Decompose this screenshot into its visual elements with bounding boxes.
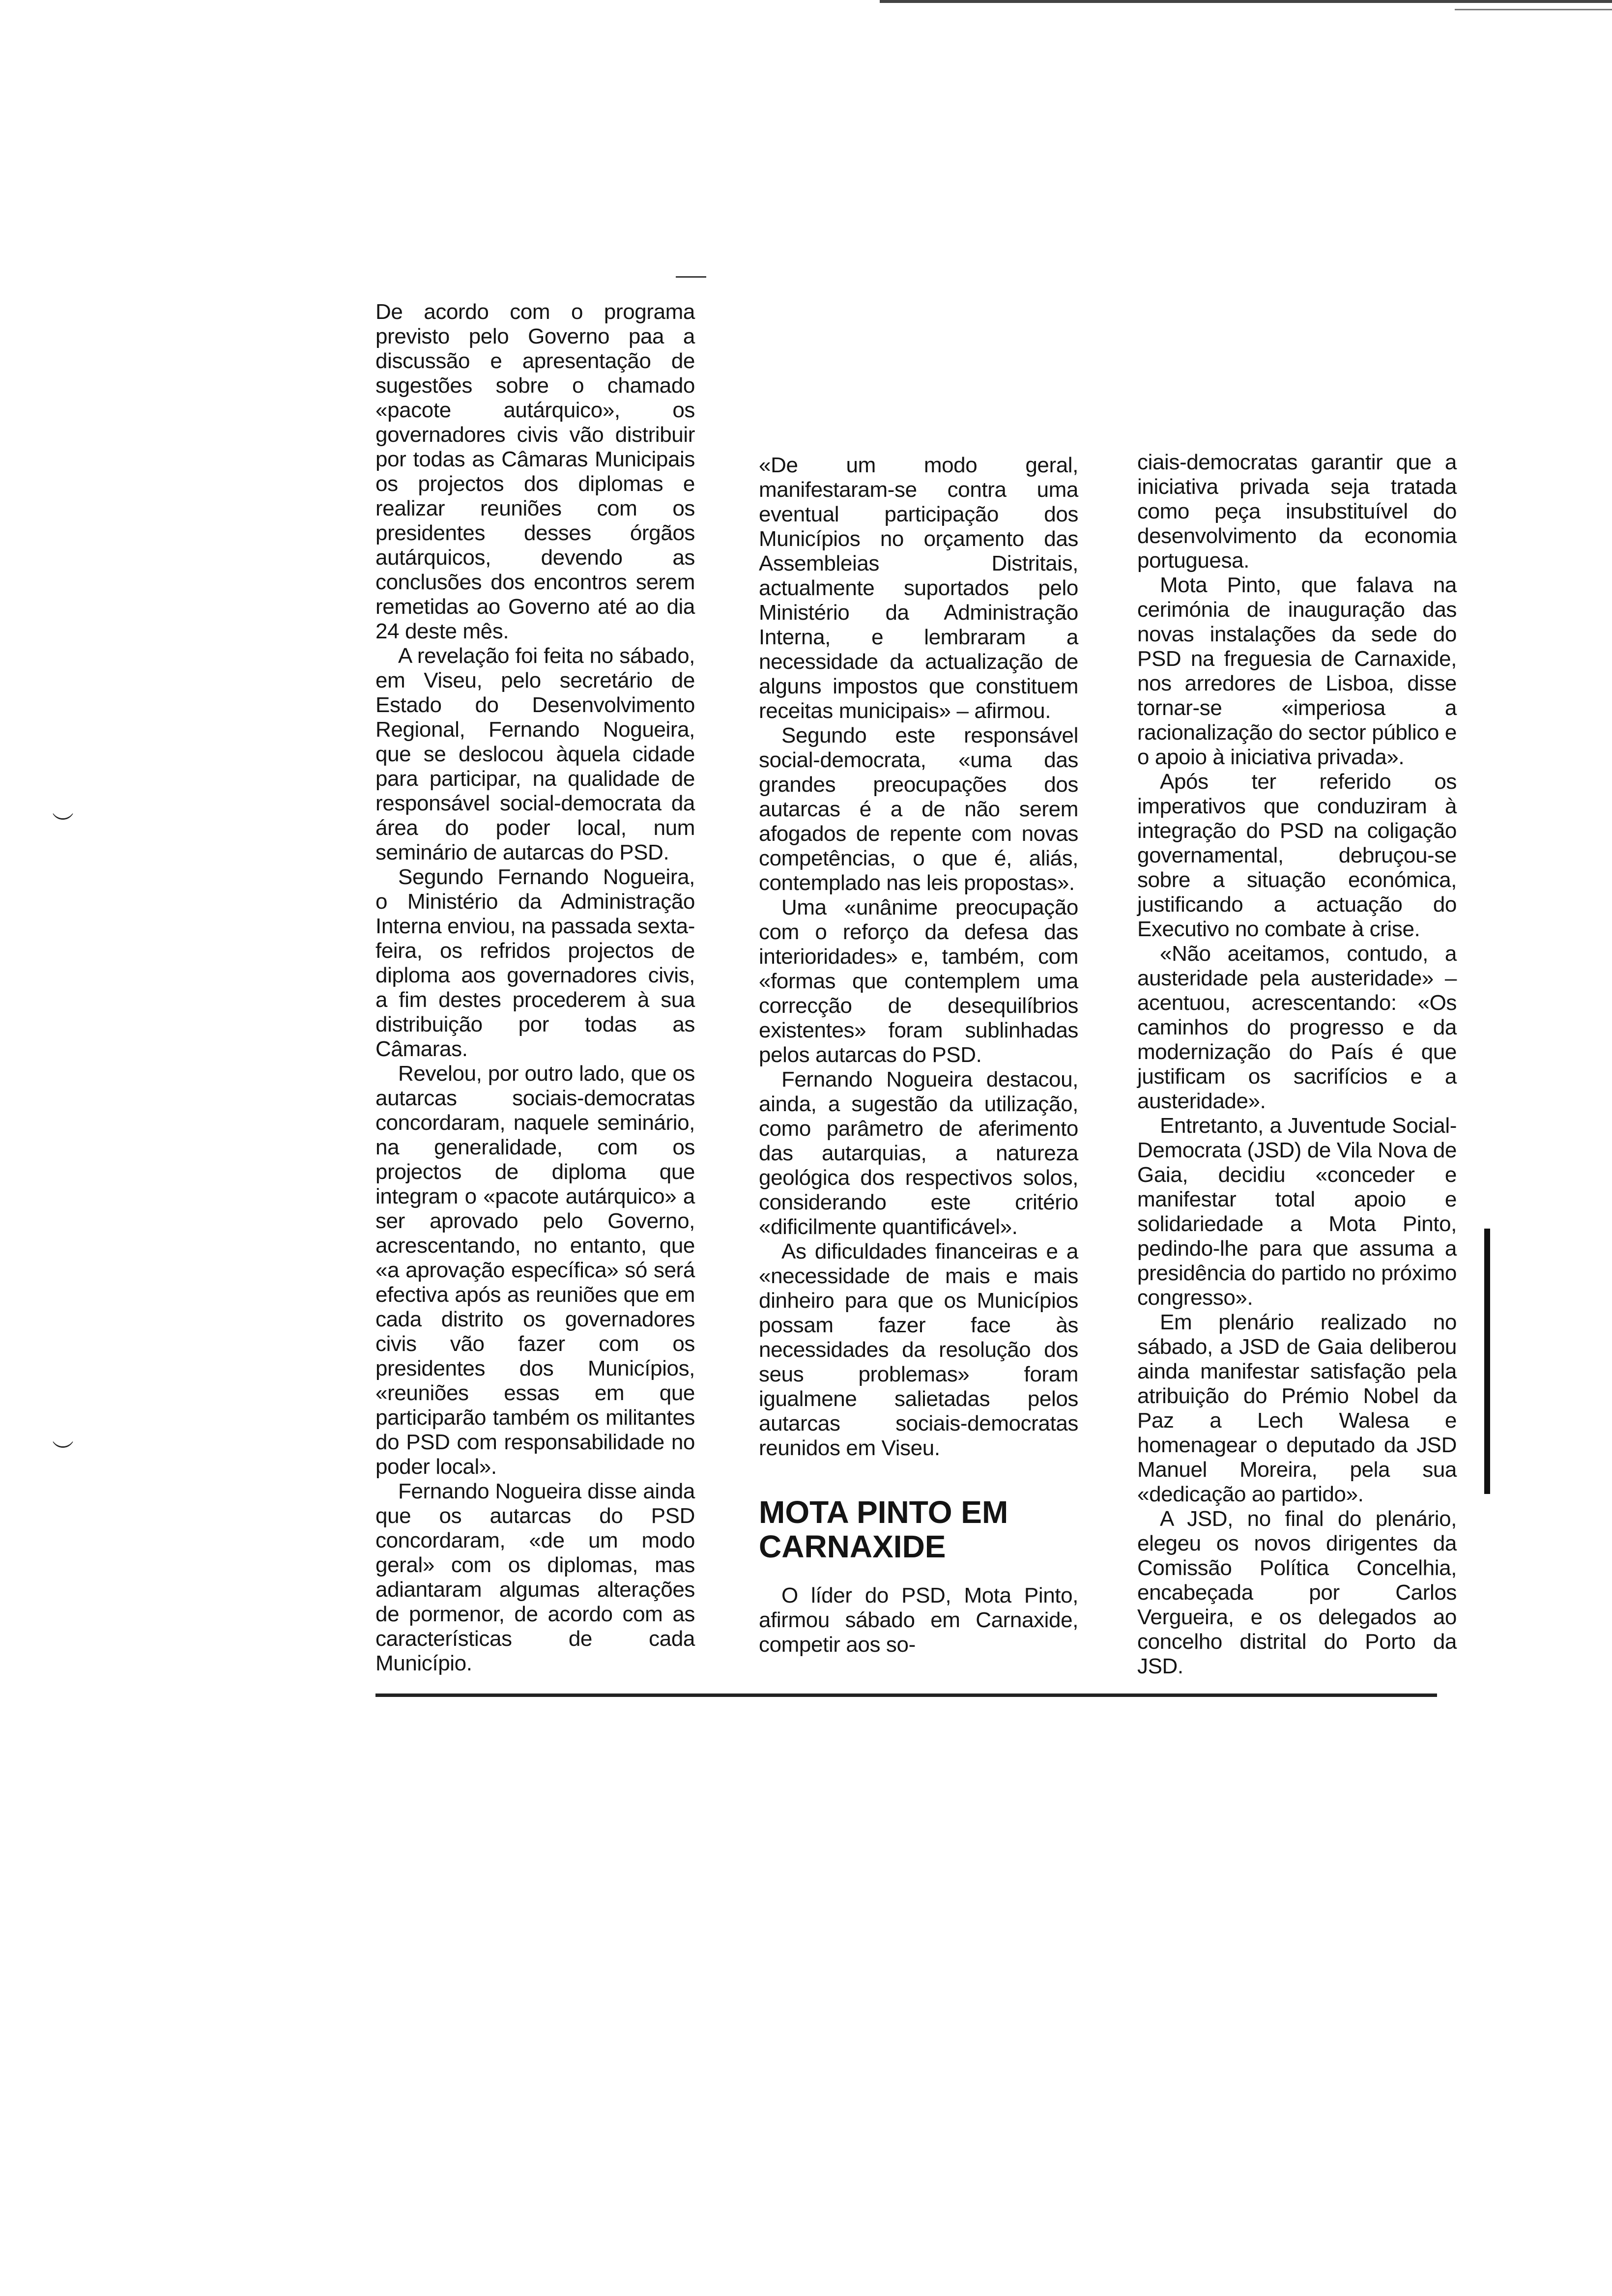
paragraph: «De um modo geral, manifestaram-se contra uma eventual participação dos Municípios no orçamento das Assembleias Distritais, actualmente suportados pelo Ministério da Administração Interna, e lembraram a necessidade da actualização de alguns impostos que constituem receitas municipais» – afirmou. — [759, 453, 1078, 723]
article-column-3 — [1137, 450, 1457, 1679]
top-rule — [880, 0, 1612, 3]
section-headline: MOTA PINTO EM CARNAXIDE — [759, 1494, 1008, 1564]
paragraph: De acordo com o programa previsto pelo Governo paa a discussão e apresentação de sugestões sobre o chamado «pacote autárquico», os governadores civis vão distribuir por todas as Câmaras Municipais os projectos dos diplomas e realizar reuniões com os presidentes desses órgãos autárquicos, devendo as conclusões dos encontros serem remetidas ao Governo até ao dia 24 deste mês. — [375, 300, 695, 643]
paragraph: Após ter referido os imperativos que conduziram à integração do PSD na coligação governamental, debruçou-se sobre a situação económica, justificando a actuação do Executivo no combate à crise. — [1137, 770, 1457, 941]
short-rule — [676, 276, 706, 278]
paragraph: Entretanto, a Juventude Social-Democrata (JSD) de Vila Nova de Gaia, decidiu «conceder e manifestar total apoio e solidariedade a Mota Pinto, pedindo-lhe para que assuma a presidência do partido no próximo congresso». — [1137, 1114, 1457, 1310]
paragraph: A revelação foi feita no sábado, em Viseu, pelo secretário de Estado do Desenvolvimento Regional, Fernando Nogueira, que se deslocou àquela cidade para participar, na qualidade de responsável social-democrata da área do poder local, num seminário de autarcas do PSD. — [375, 644, 695, 864]
paragraph: Uma «unânime preocupação com o reforço da defesa das interioridades» e, também, com «formas que contemplem uma correcção de desequilíbrios existentes» foram sublinhadas pelos autarcas do PSD. — [759, 895, 1078, 1067]
paragraph: Fernando Nogueira disse ainda que os autarcas do PSD concordaram, «de um modo geral» com os diplomas, mas adiantaram algumas alterações de pormenor, de acordo com as características de cada Município. — [375, 1479, 695, 1675]
margin-mark: ︶ — [52, 1440, 74, 1464]
margin-bar — [1484, 1229, 1490, 1494]
paragraph: «Não aceitamos, contudo, a austeridade pela austeridade» – acentuou, acrescentando: «Os caminhos do progresso e da modernização do País é que justificam os sacrifícios e a austeridade». — [1137, 942, 1457, 1113]
paragraph: Revelou, por outro lado, que os autarcas sociais-democratas concordaram, naquele seminário, na generalidade, com os projectos de diploma que integram o «pacote autárquico» a ser aprovado pelo Governo, acrescentando, no entanto, que «a aprovação específica» só será efectiva após as reuniões que em cada distrito os governadores civis vão fazer com os presidentes dos Municípios, «reuniões essas em que participarão também os militantes do PSD com responsabilidade no poder local». — [375, 1062, 695, 1479]
paragraph: O líder do PSD, Mota Pinto, afirmou sábado em Carnaxide, competir aos so- — [759, 1583, 1078, 1657]
paragraph: Em plenário realizado no sábado, a JSD de Gaia deliberou ainda manifestar satisfação pela atribuição do Prémio Nobel da Paz a Lech Walesa e homenagear o deputado da JSD Manuel Moreira, pela sua «dedicação ao partido». — [1137, 1310, 1457, 1506]
paragraph: As dificuldades financeiras e a «necessidade de mais e mais dinheiro para que os Municípios possam fazer face às necessidades da resolução dos seus problemas» foram igualmene salietadas pelos autarcas sociais-democratas reunidos em Viseu. — [759, 1239, 1078, 1460]
paragraph: ciais-democratas garantir que a iniciativa privada seja tratada como peça insubstituível do desenvolvimento da economia portuguesa. — [1137, 450, 1457, 573]
top-rule-secondary — [1455, 9, 1612, 10]
margin-mark: ︶ — [52, 812, 74, 836]
article-column-1 — [375, 300, 695, 1676]
article-column-2 — [759, 453, 1078, 1657]
paragraph: Fernando Nogueira destacou, ainda, a sugestão da utilização, como parâmetro de aferimento das autarquias, a natureza geológica dos respectivos solos, considerando este critério «dificilmente quantificável». — [759, 1067, 1078, 1239]
paragraph: Mota Pinto, que falava na cerimónia de inauguração das novas instalações da sede do PSD na freguesia de Carnaxide, nos arredores de Lisboa, disse tornar-se «imperiosa a racionalização do sector público e o apoio à iniciativa privada». — [1137, 573, 1457, 769]
paragraph: Segundo Fernando Nogueira, o Ministério da Administração Interna enviou, na passada sexta-feira, os refridos projectos de diploma aos governadores civis, a fim destes procederem à sua distribuição por todas as Câmaras. — [375, 865, 695, 1061]
bottom-rule — [375, 1693, 1437, 1697]
paragraph: A JSD, no final do plenário, elegeu os novos dirigentes da Comissão Política Concelhia, encabeçada por Carlos Vergueira, e os delegados ao concelho distrital do Porto da JSD. — [1137, 1507, 1457, 1678]
paragraph: Segundo este responsável social-democrata, «uma das grandes preocupações dos autarcas é a de não serem afogados de repente com novas competências, o que é, aliás, contemplado nas leis propostas». — [759, 723, 1078, 895]
